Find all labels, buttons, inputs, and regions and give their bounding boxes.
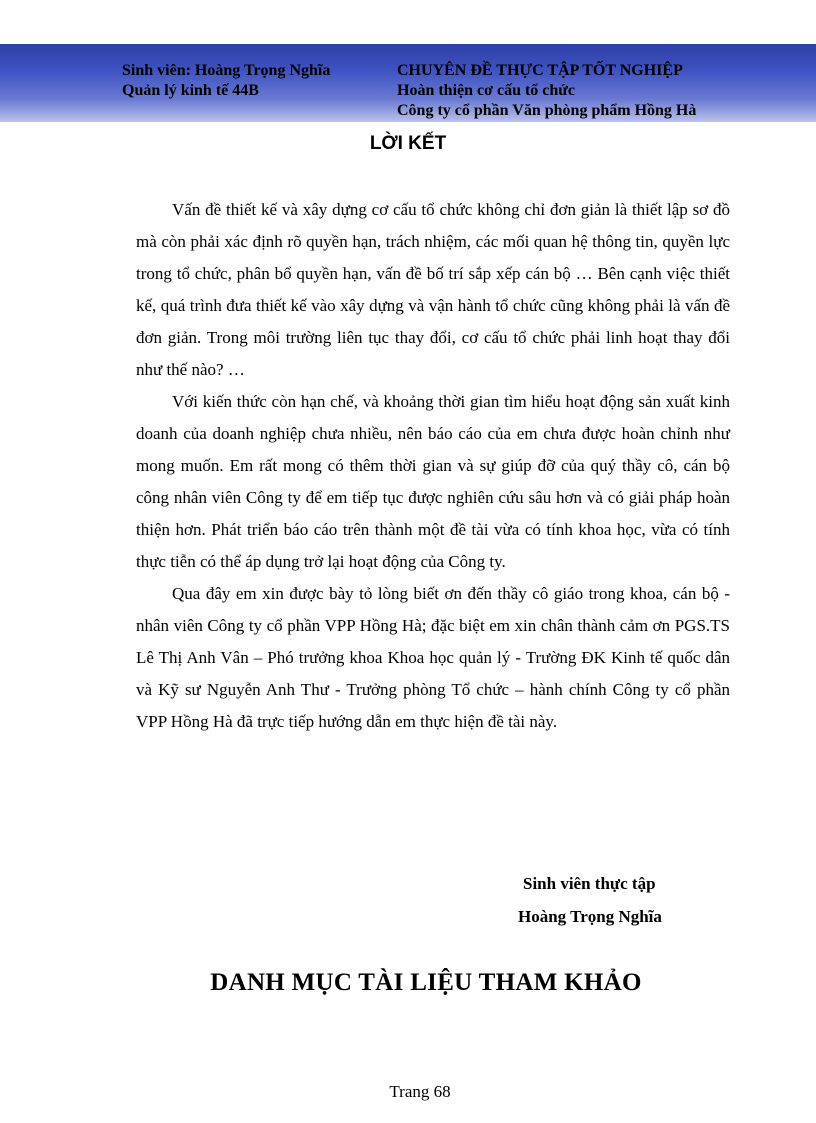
header-student-name: Sinh viên: Hoàng Trọng Nghĩa	[122, 62, 331, 79]
paragraph: Với kiến thức còn hạn chế, và khoảng thời gian tìm hiểu hoạt động sản xuất kinh doanh của doanh nghiệp chưa nhiều, nên báo cáo của em chưa được hoàn chỉnh như mong muốn. Em rất mong có thêm thời gian và sự giúp đỡ của quý thầy cô, cán bộ công nhân viên Công ty để em tiếp tục được nghiên cứu sâu hơn và có giải pháp hoàn thiện hơn. Phát triển báo cáo trên thành một đề tài vừa có tính khoa học, vừa có tính thực tiễn có thể áp dụng trở lại hoạt động của Công ty.	[136, 392, 730, 571]
conclusion-body	[136, 194, 730, 738]
paragraph: Vấn đề thiết kế và xây dựng cơ cấu tổ chức không chỉ đơn giản là thiết lập sơ đồ mà còn phải xác định rõ quyền hạn, trách nhiệm, các mối quan hệ thông tin, quyền lực trong tổ chức, phân bổ quyền hạn, vấn đề bố trí sắp xếp cán bộ … Bên cạnh việc thiết kế, quá trình đưa thiết kế vào xây dựng và vận hành tổ chức cũng không phải là vấn đề đơn giản. Trong môi trường liên tục thay đổi, cơ cấu tổ chức phải linh hoạt thay đổi như thế nào? …	[136, 200, 730, 379]
references-title: DANH MỤC TÀI LIỆU THAM KHẢO	[210, 969, 642, 996]
header-class: Quản lý kinh tế 44B	[122, 82, 259, 99]
header-company: Công ty cổ phần Văn phòng phẩm Hồng Hà	[397, 102, 697, 119]
signature-role: Sinh viên thực tập	[523, 874, 656, 893]
signature-name: Hoàng Trọng Nghĩa	[518, 907, 662, 926]
page-title: LỜI KẾT	[369, 133, 447, 154]
paragraph: Qua đây em xin được bày tỏ lòng biết ơn đến thầy cô giáo trong khoa, cán bộ - nhân viên Công ty cổ phần VPP Hồng Hà; đặc biệt em xin chân thành cảm ơn PGS.TS Lê Thị Anh Vân – Phó trưởng khoa Khoa học quản lý - Trường ĐK Kinh tế quốc dân và Kỹ sư Nguyễn Anh Thư - Trưởng phòng Tổ chức – hành chính Công ty cổ phần VPP Hồng Hà đã trực tiếp hướng dẫn em thực hiện đề tài này.	[136, 584, 730, 731]
page-number: Trang 68	[389, 1082, 451, 1101]
header-topic: CHUYÊN ĐỀ THỰC TẬP TỐT NGHIỆP	[397, 62, 683, 79]
header-subject: Hoàn thiện cơ cấu tổ chức	[397, 82, 576, 99]
